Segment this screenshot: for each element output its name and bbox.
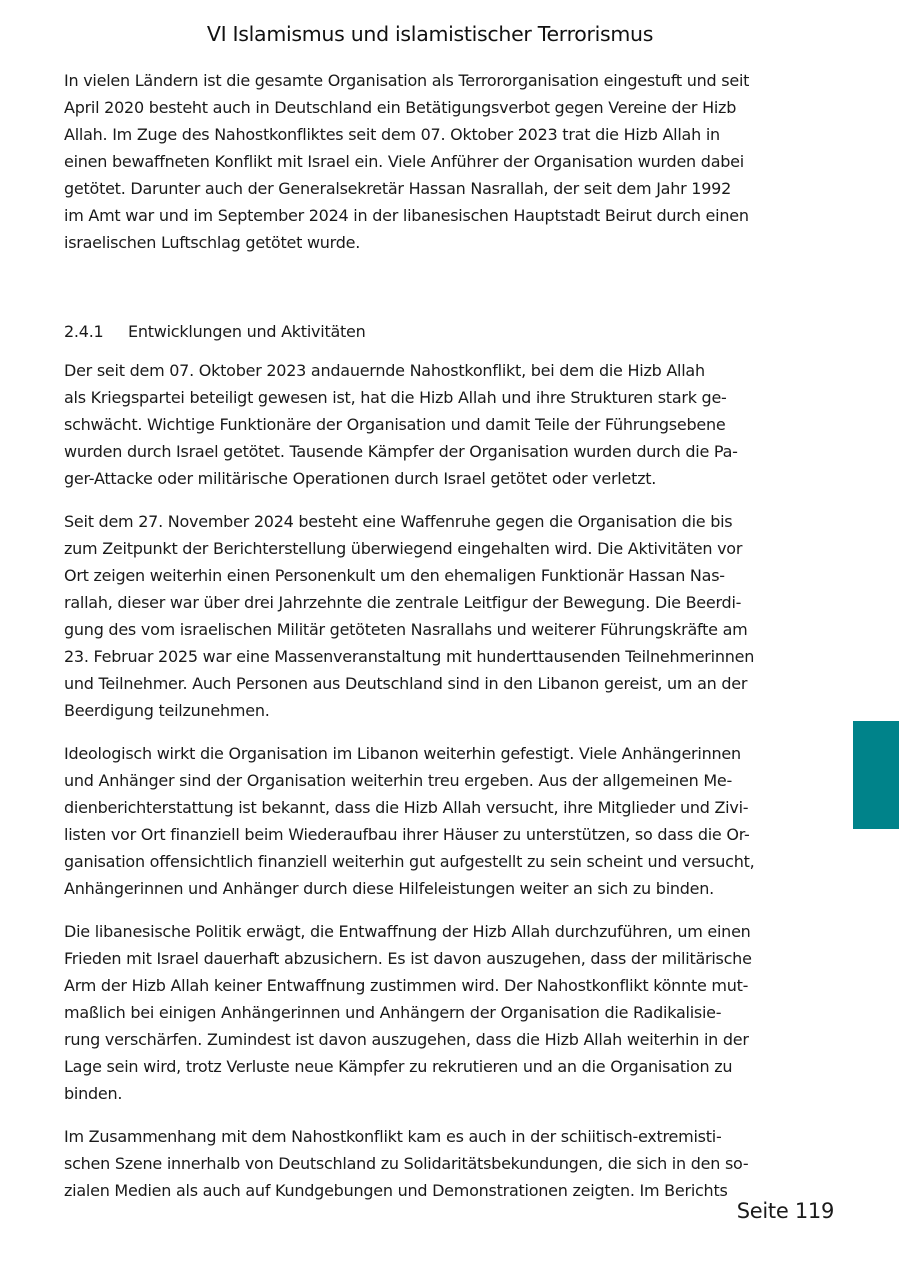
text-line: Ort zeigen weiterhin einen Personenkult um den ehemaligen Funktionär Hassan Nas-: [64, 566, 725, 585]
text-line: Der seit dem 07. Oktober 2023 andauernde Nahostkonflikt, bei dem die Hizb Allah: [64, 361, 705, 380]
text-line: schwächt. Wichtige Funktionäre der Organisation und damit Teile der Führungsebene: [64, 415, 726, 434]
body-paragraph: [64, 508, 794, 724]
intro-paragraph: [64, 67, 794, 256]
section-heading: [64, 318, 794, 345]
text-line: und Teilnehmer. Auch Personen aus Deutschland sind in den Libanon gereist, um an der: [64, 674, 748, 693]
text-line: Arm der Hizb Allah keiner Entwaffnung zustimmen wird. Der Nahostkonflikt könnte mut-: [64, 976, 749, 995]
body-paragraph: [64, 740, 794, 902]
text-line: April 2020 besteht auch in Deutschland ein Betätigungsverbot gegen Vereine der Hizb: [64, 98, 737, 117]
body-paragraph: [64, 1123, 794, 1204]
text-line: schen Szene innerhalb von Deutschland zu Solidaritätsbekundungen, die sich in den so-: [64, 1154, 749, 1173]
text-line: gung des vom israelischen Militär getöteten Nasrallahs und weiterer Führungskräfte am: [64, 620, 748, 639]
chapter-header: VI Islamismus und islamistischer Terrorismus: [206, 22, 654, 46]
text-line: im Amt war und im September 2024 in der libanesischen Hauptstadt Beirut durch einen: [64, 206, 749, 225]
section-title: Entwicklungen und Aktivitäten: [128, 322, 366, 341]
text-line: und Anhänger sind der Organisation weiterhin treu ergeben. Aus der allgemeinen Me-: [64, 771, 732, 790]
text-line: als Kriegspartei beteiligt gewesen ist, hat die Hizb Allah und ihre Strukturen stark ge-: [64, 388, 727, 407]
section-number: 2.4.1: [64, 322, 104, 341]
text-line: Allah. Im Zuge des Nahostkonfliktes seit dem 07. Oktober 2023 trat die Hizb Allah in: [64, 125, 720, 144]
text-line: In vielen Ländern ist die gesamte Organisation als Terrororganisation eingestuft und seit: [64, 71, 750, 90]
body-paragraph: [64, 357, 794, 492]
text-line: rung verschärfen. Zumindest ist davon auszugehen, dass die Hizb Allah weiterhin in der: [64, 1030, 749, 1049]
text-line: Beerdigung teilzunehmen.: [64, 701, 270, 720]
text-line: listen vor Ort finanziell beim Wiederaufbau ihrer Häuser zu unterstützen, so dass die Or-: [64, 825, 750, 844]
text-line: Seit dem 27. November 2024 besteht eine Waffenruhe gegen die Organisation die bis: [64, 512, 733, 531]
text-line: zialen Medien als auch auf Kundgebungen und Demonstrationen zeigten. Im Berichts: [64, 1181, 728, 1200]
chapter-side-tab: [853, 721, 899, 829]
text-line: wurden durch Israel getötet. Tausende Kämpfer der Organisation wurden durch die Pa-: [64, 442, 738, 461]
text-line: ganisation offensichtlich finanziell weiterhin gut aufgestellt zu sein scheint und versucht,: [64, 852, 755, 871]
text-line: binden.: [64, 1084, 123, 1103]
text-line: Frieden mit Israel dauerhaft abzusichern. Es ist davon auszugehen, dass der militärische: [64, 949, 752, 968]
text-line: 23. Februar 2025 war eine Massenveranstaltung mit hunderttausenden Teilnehmerinnen: [64, 647, 755, 666]
text-line: Ideologisch wirkt die Organisation im Libanon weiterhin gefestigt. Viele Anhängerinnen: [64, 744, 741, 763]
page-content: [64, 67, 794, 1220]
text-line: Anhängerinnen und Anhänger durch diese Hilfeleistungen weiter an sich zu binden.: [64, 879, 714, 898]
text-line: getötet. Darunter auch der Generalsekretär Hassan Nasrallah, der seit dem Jahr 1992: [64, 179, 731, 198]
text-line: ger-Attacke oder militärische Operationen durch Israel getötet oder verletzt.: [64, 469, 657, 488]
text-line: maßlich bei einigen Anhängerinnen und Anhängern der Organisation die Radikalisie-: [64, 1003, 722, 1022]
body-paragraph: [64, 918, 794, 1107]
text-line: Die libanesische Politik erwägt, die Entwaffnung der Hizb Allah durchzuführen, um einen: [64, 922, 751, 941]
text-line: zum Zeitpunkt der Berichterstellung überwiegend eingehalten wird. Die Aktivitäten vor: [64, 539, 743, 558]
text-line: Im Zusammenhang mit dem Nahostkonflikt kam es auch in der schiitisch-extremisti-: [64, 1127, 722, 1146]
text-line: rallah, dieser war über drei Jahrzehnte die zentrale Leitfigur der Bewegung. Die Beerdi-: [64, 593, 742, 612]
text-line: dienberichterstattung ist bekannt, dass die Hizb Allah versucht, ihre Mitglieder und Zivi-: [64, 798, 749, 817]
text-line: einen bewaffneten Konflikt mit Israel ein. Viele Anführer der Organisation wurden dabei: [64, 152, 744, 171]
text-line: Lage sein wird, trotz Verluste neue Kämpfer zu rekrutieren und an die Organisation zu: [64, 1057, 733, 1076]
text-line: israelischen Luftschlag getötet wurde.: [64, 233, 361, 252]
page-number: Seite 119: [736, 1199, 834, 1223]
